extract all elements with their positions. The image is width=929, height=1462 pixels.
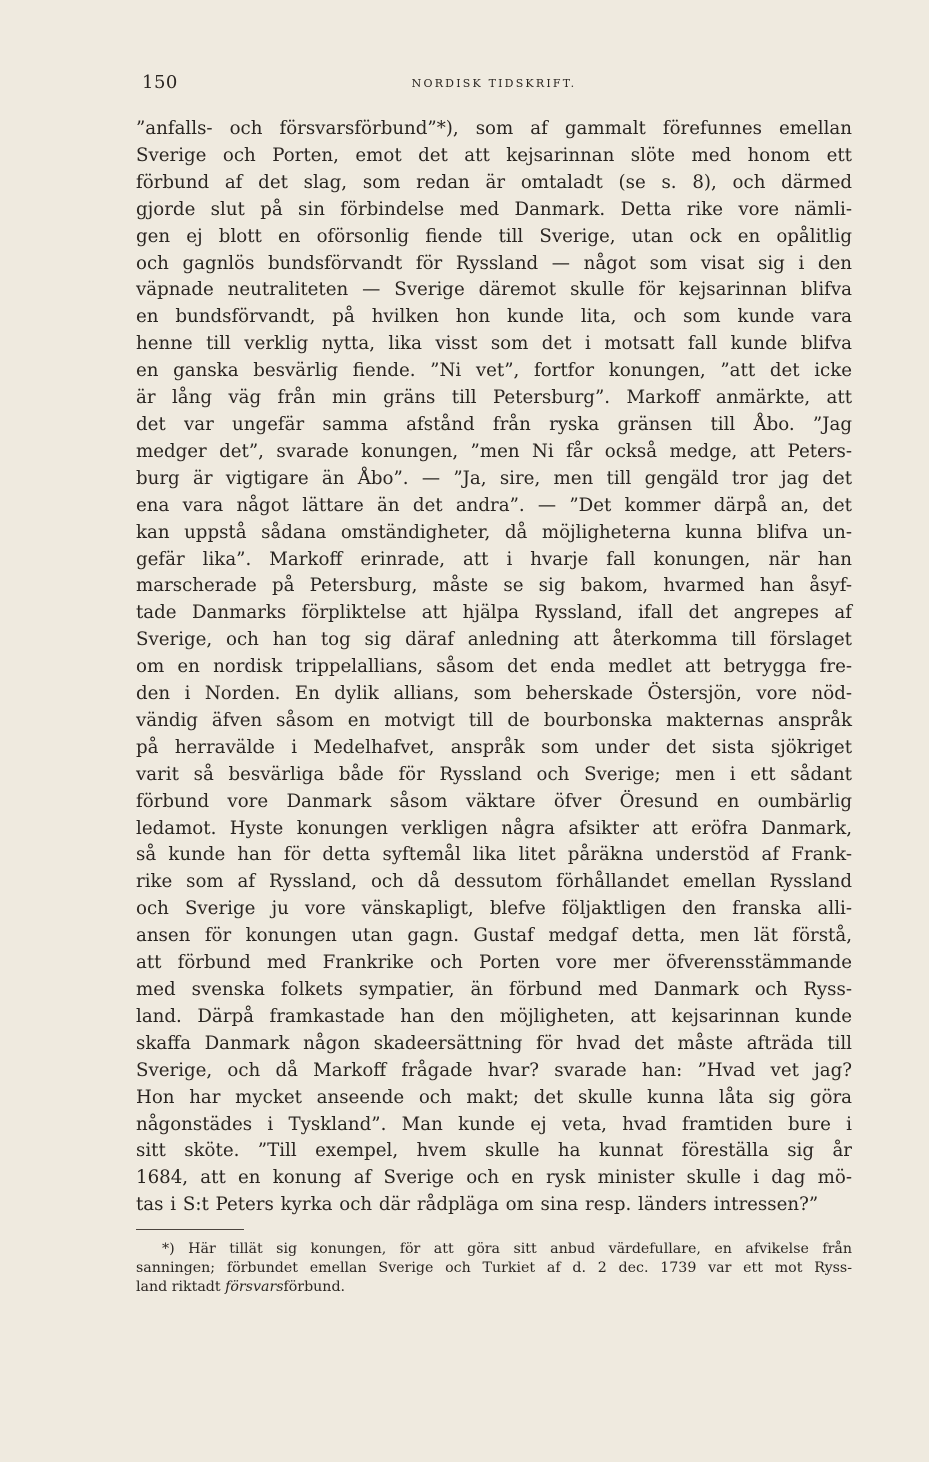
text-line: Sverige, och då Markoff frågade hvar? svarade han: ”Hvad vet jag?: [136, 1059, 852, 1081]
text-line: någonstädes i Tyskland”. Man kunde ej veta, hvad framtiden bure i: [136, 1113, 852, 1135]
text-line: ansen för konungen utan gagn. Gustaf medgaf detta, men lät förstå,: [136, 925, 852, 947]
text-line: burg är vigtigare än Åbo”. — ”Ja, sire, men till gengäld tror jag det: [136, 467, 852, 489]
running-title: NORDISK TIDSKRIFT.: [411, 77, 577, 90]
text-line: Hon har mycket anseende och makt; det skulle kunna låta sig göra: [136, 1086, 852, 1108]
body-text: [136, 116, 852, 1219]
text-line: Sverige och Porten, emot det att kejsarinnan slöte med honom ett: [136, 144, 852, 166]
text-line: gjorde slut på sin förbindelse med Danmark. Detta rike vore nämli-: [136, 198, 852, 220]
text-line: förbund af det slag, som redan är omtaladt (se s. 8), och därmed: [136, 171, 852, 193]
text-line: en bundsförvandt, på hvilken hon kunde lita, och som kunde vara: [136, 306, 852, 328]
footnote-line: [136, 1278, 852, 1297]
footnote-divider: [136, 1229, 244, 1230]
text-line: vändig äfven såsom en motvigt till de bourbonska makternas anspråk: [136, 709, 852, 731]
text-line: så kunde han för detta syftemål lika litet påräkna understöd af Frank-: [136, 844, 852, 866]
page-number: 150: [142, 72, 178, 93]
text-line: och Sverige ju vore vänskapligt, blefve följaktligen den franska alli-: [136, 898, 852, 920]
text-line: rike som af Ryssland, och då dessutom förhållandet emellan Ryssland: [136, 871, 852, 893]
text-line: förbund vore Danmark såsom väktare öfver Öresund en oumbärlig: [136, 790, 852, 812]
text-line: det var ungefär samma afstånd från ryska gränsen till Åbo. ”Jag: [136, 413, 852, 435]
text-line: väpnade neutraliteten — Sverige däremot skulle för kejsarinnan blifva: [136, 279, 852, 301]
text-line: medger det”, svarade konungen, ”men Ni får också medge, att Peters-: [136, 440, 852, 462]
footnote-line: sanningen; förbundet emellan Sverige och Turkiet af d. 2 dec. 1739 var ett mot Ryss-: [136, 1260, 852, 1276]
text-line: på herravälde i Medelhafvet, anspråk som under det sista sjökriget: [136, 736, 852, 758]
text-line: tade Danmarks förpliktelse att hjälpa Ryssland, ifall det angrepes af: [136, 602, 852, 624]
text-line: och gagnlös bundsförvandt för Ryssland — något som visat sig i den: [136, 252, 852, 274]
text-line: att förbund med Frankrike och Porten vore mer öfverensstämmande: [136, 952, 852, 974]
footnote-text: land riktadt: [136, 1279, 226, 1295]
text-line: med svenska folkets sympatier, än förbund med Danmark och Ryss-: [136, 979, 852, 1000]
text-line: varit så besvärliga både för Ryssland och Sverige; men i ett sådant: [136, 763, 852, 785]
text-line: kan uppstå sådana omständigheter, då möjligheterna kunna blifva un-: [136, 521, 852, 543]
text-line: en ganska besvärlig fiende. ”Ni vet”, fortfor konungen, ”att det icke: [136, 360, 852, 382]
text-line: den i Norden. En dylik allians, som beherskade Östersjön, vore nöd-: [136, 683, 852, 705]
text-line: Sverige, och han tog sig däraf anledning att återkomma till förslaget: [136, 629, 852, 651]
footnote-text: förbund.: [283, 1279, 346, 1295]
text-line: ”anfalls- och försvarsförbund”*), som af gammalt förefunnes emellan: [136, 118, 852, 139]
text-line: gen ej blott en oförsonlig fiende till Sverige, utan ock en opålitlig: [136, 225, 852, 247]
text-line: ledamot. Hyste konungen verkligen några afsikter att eröfra Danmark,: [136, 817, 852, 839]
text-line: gefär lika”. Markoff erinrade, att i hvarje fall konungen, när han: [136, 548, 852, 570]
text-line: marscherade på Petersburg, måste se sig bakom, hvarmed han åsyf-: [136, 575, 852, 597]
text-line: land. Därpå framkastade han den möjligheten, att kejsarinnan kunde: [136, 1005, 852, 1027]
text-line: henne till verklig nytta, lika visst som det i motsatt fall kunde blifva: [136, 333, 852, 355]
text-line: tas i S:t Peters kyrka och där rådpläga om sina resp. länders intressen?”: [136, 1194, 819, 1216]
text-line: skaffa Danmark någon skadeersättning för hvad det måste afträda till: [136, 1032, 852, 1054]
footnote-emphasis: försvars: [225, 1279, 284, 1295]
text-line: om en nordisk trippelallians, såsom det enda medlet att betrygga fre-: [136, 656, 852, 678]
footnote-line: *) Här tillät sig konungen, för att göra sitt anbud värdefullare, en afvikelse från: [162, 1241, 852, 1257]
text-line: 1684, att en konung af Sverige och en rysk minister skulle i dag mö-: [136, 1167, 852, 1189]
text-line: är lång väg från min gräns till Petersburg”. Markoff anmärkte, att: [136, 387, 852, 409]
text-line: ena vara något lättare än det andra”. — ”Det kommer därpå an, det: [136, 494, 852, 516]
page-header: [136, 72, 852, 98]
footnote: [136, 1240, 852, 1297]
text-line: sitt sköte. ”Till exempel, hvem skulle ha kunnat föreställa sig år: [136, 1140, 852, 1162]
